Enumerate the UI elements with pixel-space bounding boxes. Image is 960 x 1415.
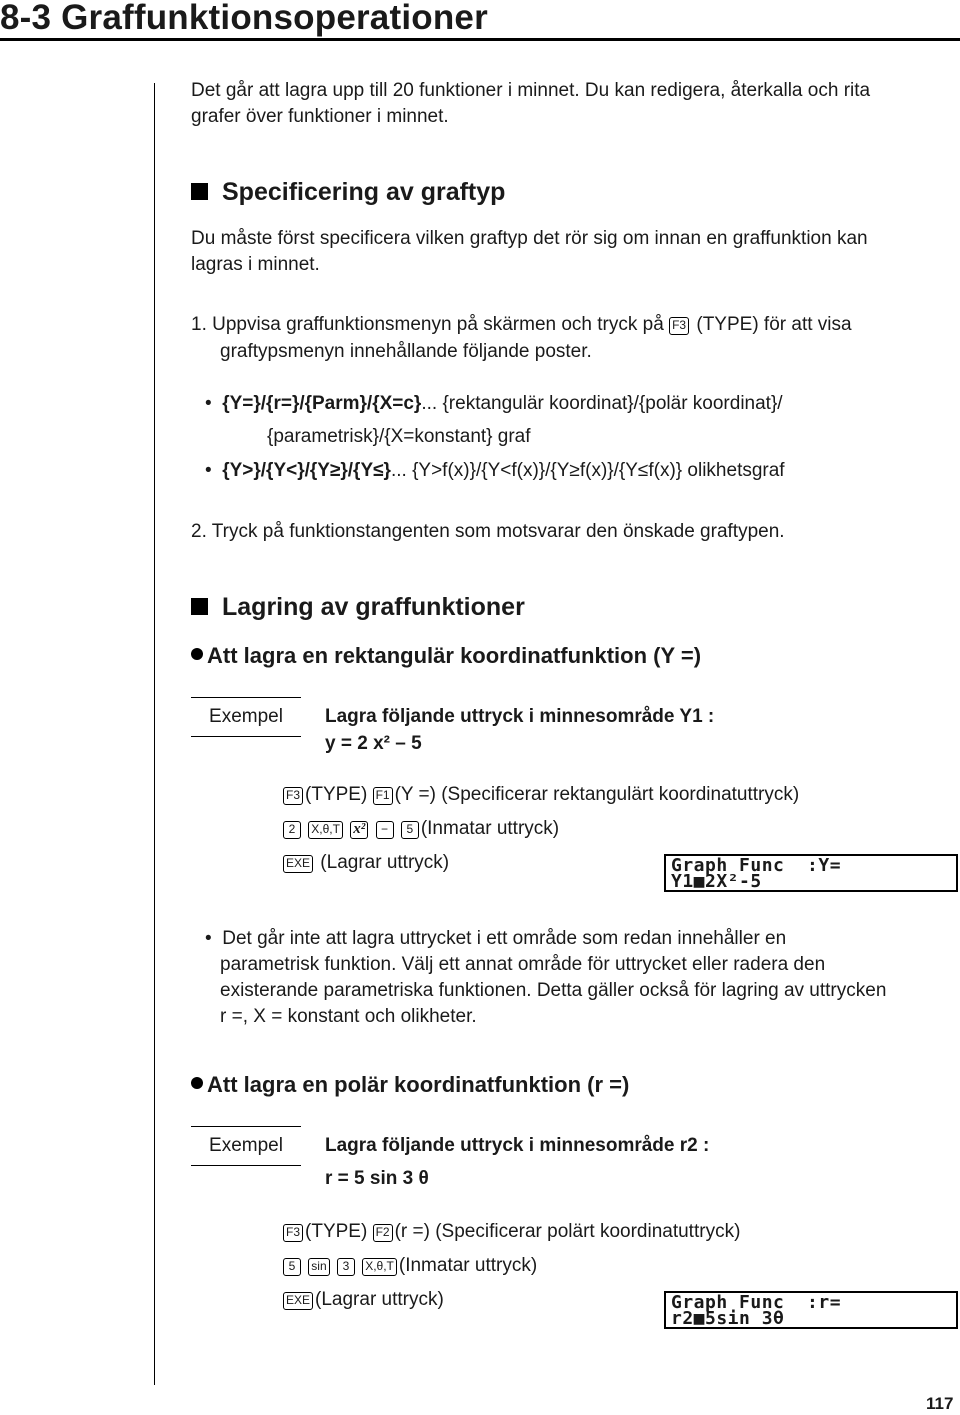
exe-key-icon: EXE xyxy=(283,855,313,873)
square-bullet-icon xyxy=(191,183,208,200)
bullet-graph-types: • {Y=}/{r=}/{Parm}/{X=c}... {rektangulär koordinat}/{polär koordinat}/ xyxy=(205,393,783,414)
f3-key-icon: F3 xyxy=(669,317,689,335)
f3-key-icon: F3 xyxy=(283,787,303,805)
subheading-rectangular: Att lagra en rektangulär koordinatfunktion (Y =) xyxy=(191,643,701,669)
bullet-graph-types-line-2: {parametrisk}/{X=konstant} graf xyxy=(267,426,531,447)
note-line-3: existerande parametriska funktionen. Detta gäller också för lagring av uttrycken xyxy=(220,980,887,1001)
chapter-title: 8-3 Graffunktionsoperationer xyxy=(0,0,488,37)
key-5-icon: 5 xyxy=(401,821,419,839)
bullet-inequality-types: • {Y>}/{Y<}/{Y≥}/{Y≤}... {Y>f(x)}/{Y<f(x)}/{Y≥f(x)}/{Y≤f(x)} olikhetsgraf xyxy=(205,460,785,481)
intro-line-1: Det går att lagra upp till 20 funktioner i minnet. Du kan redigera, återkalla och rita xyxy=(191,80,871,101)
page-number: 117 xyxy=(926,1394,954,1413)
exe-key-icon: EXE xyxy=(283,1292,313,1310)
section1-desc-1: Du måste först specificera vilken graftyp det rör sig om innan en graffunktion kan xyxy=(191,228,868,249)
dot-bullet-icon xyxy=(191,1077,203,1089)
example-formula: y = 2 x² – 5 xyxy=(325,733,422,754)
note-line-1: • Det går inte att lagra uttrycket i ett område som redan innehåller en xyxy=(205,928,787,949)
calculator-screen-rectangular: Graph Func :Y= Y1■2X²-5 xyxy=(664,854,958,892)
key-3-icon: 3 xyxy=(337,1258,355,1276)
key-sequence-line-1: F3 (TYPE) F2 (r =) (Specificerar polärt koordinatuttryck) xyxy=(283,1219,740,1245)
sin-key-icon: sin xyxy=(308,1258,329,1276)
step-1-line-2: graftypsmenyn innehållande följande poster. xyxy=(220,341,592,362)
x-theta-t-key-icon: X,θ,T xyxy=(362,1258,397,1276)
example-formula: r = 5 sin 3 θ xyxy=(325,1168,429,1189)
example-text: Lagra följande uttryck i minnesområde Y1 : xyxy=(325,706,715,727)
dot-bullet-icon xyxy=(191,648,203,660)
example-label: Exempel xyxy=(191,697,301,737)
note-line-4: r =, X = konstant och olikheter. xyxy=(220,1006,477,1027)
margin-line xyxy=(154,83,155,1385)
calculator-screen-polar: Graph Func :r= r2■5sin 3θ xyxy=(664,1291,958,1329)
example-label: Exempel xyxy=(191,1126,301,1166)
f1-key-icon: F1 xyxy=(373,787,393,805)
key-sequence-line-2: 2 X,θ,T x² − 5 (Inmatar uttryck) xyxy=(283,816,559,842)
example-text: Lagra följande uttryck i minnesområde r2 : xyxy=(325,1135,710,1156)
bullet-icon: • xyxy=(205,393,212,414)
subheading-polar: Att lagra en polär koordinatfunktion (r =) xyxy=(191,1072,629,1098)
square-bullet-icon xyxy=(191,598,208,615)
key-sequence-line-3: EXE (Lagrar uttryck) xyxy=(283,1287,444,1313)
note-line-2: parametrisk funktion. Välj ett annat område för uttrycket eller radera den xyxy=(220,954,826,975)
f3-key-icon: F3 xyxy=(283,1224,303,1242)
key-2-icon: 2 xyxy=(283,821,301,839)
key-5-icon: 5 xyxy=(283,1258,301,1276)
step-1: 1. Uppvisa graffunktionsmenyn på skärmen och tryck på F3 (TYPE) för att visa xyxy=(191,314,852,335)
chapter-rule xyxy=(0,38,960,41)
section1-desc-2: lagras i minnet. xyxy=(191,254,320,275)
x-theta-t-key-icon: X,θ,T xyxy=(308,821,343,839)
bullet-icon: • xyxy=(205,460,212,481)
x-squared-key-icon: x² xyxy=(350,821,368,839)
step-2: 2. Tryck på funktionstangenten som motsvarar den önskade graftypen. xyxy=(191,521,785,542)
f2-key-icon: F2 xyxy=(373,1224,393,1242)
bullet-icon: • xyxy=(205,928,212,949)
key-sequence-line-3: EXE (Lagrar uttryck) xyxy=(283,850,449,876)
section-heading-storing-functions: Lagring av graffunktioner xyxy=(191,593,525,622)
key-sequence-line-1: F3 (TYPE) F1 (Y =) (Specificerar rektangulärt koordinatuttryck) xyxy=(283,782,799,808)
section-heading-graph-type: Specificering av graftyp xyxy=(191,178,505,207)
minus-key-icon: − xyxy=(376,821,394,839)
key-sequence-line-2: 5 sin 3 X,θ,T (Inmatar uttryck) xyxy=(283,1253,537,1279)
intro-line-2: grafer över funktioner i minnet. xyxy=(191,106,449,127)
